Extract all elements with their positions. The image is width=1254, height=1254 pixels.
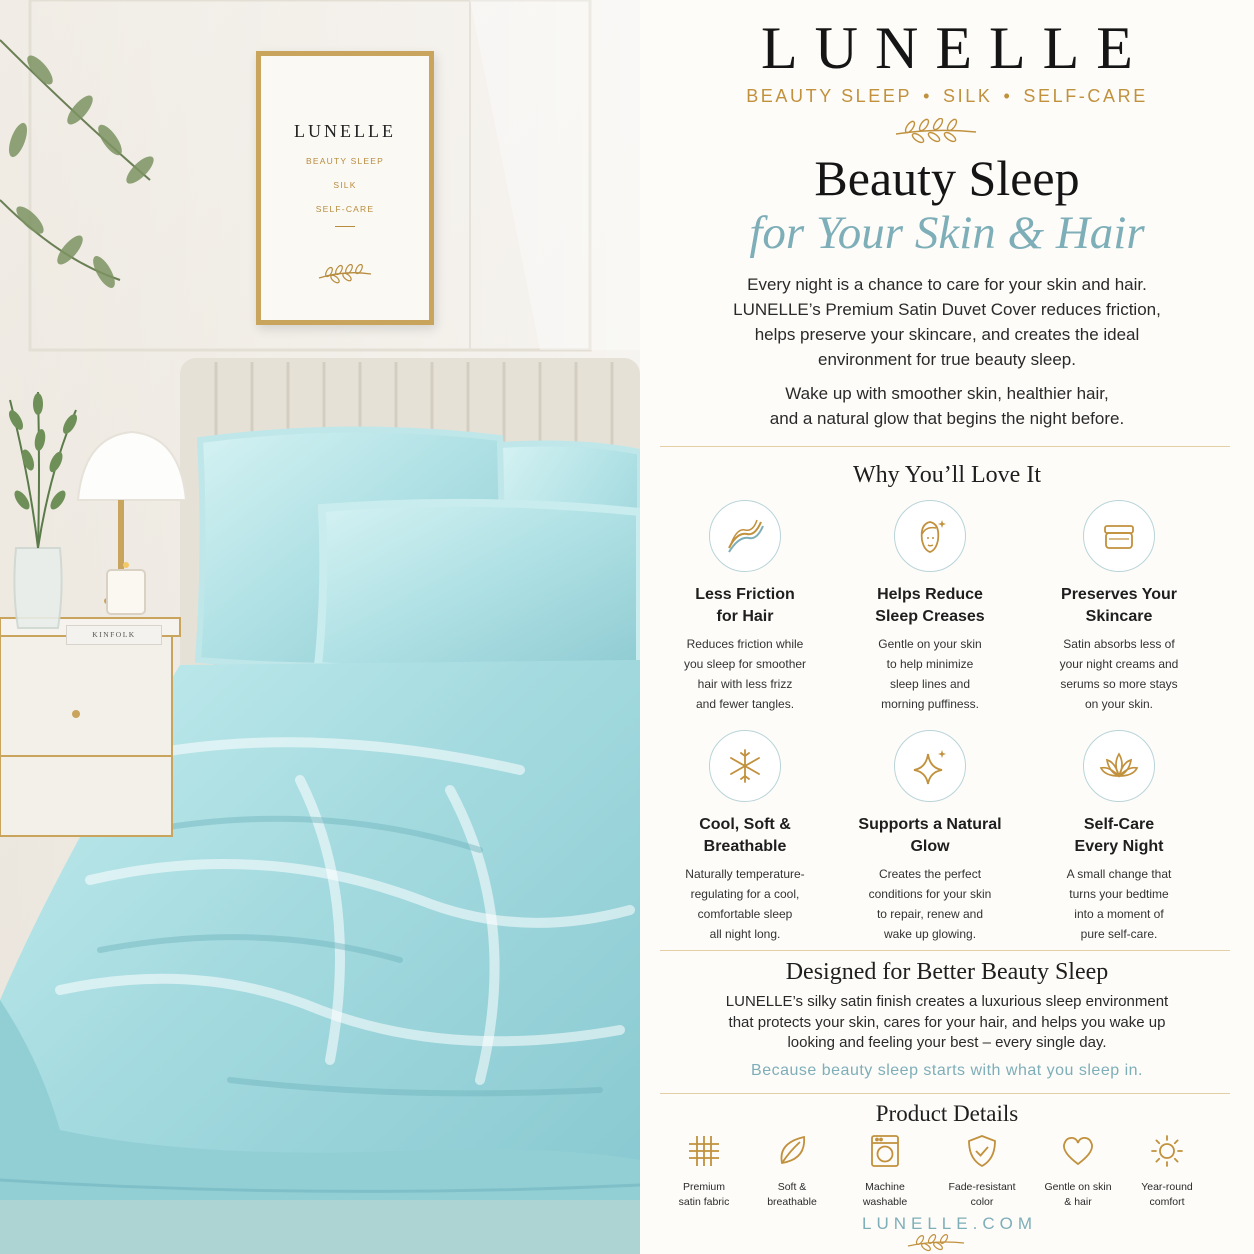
feature-text: Naturally temperature- regulating for a cool, comfortable sleep all night long. [685,867,805,941]
intro-line: and a natural glow that begins the night before. [769,409,1125,428]
leaf-icon [744,1130,840,1172]
poster-item-self-care: SELF-CARE [315,204,375,214]
wall-poster [256,51,434,325]
poster-item-silk: SILK [333,180,357,190]
section-divider [660,950,1230,951]
weave-grid-icon [656,1130,752,1172]
feature-text: Satin absorbs less of your night creams and serums so more stays on your skin. [1059,637,1179,711]
poster-sprig-icon [315,264,375,284]
feature-natural-glow [835,730,1025,944]
detail-label: Gentle on skin & hair [1044,1181,1112,1208]
poster-brand: LUNELLE [294,121,396,141]
designed-line: that protects your skin, cares for your hair, and helps you wake up [728,1013,1166,1031]
why-section-title: Why You’ll Love It [853,462,1041,488]
hair-waves-icon [709,500,781,572]
cream-jar-icon [1083,500,1155,572]
tagline-separator: • [923,86,933,106]
intro-line: helps preserve your skincare, and creates the ideal [754,325,1140,344]
laurel-sprig-icon [890,118,980,146]
designed-accent-line: Because beauty sleep starts with what you sleep in. [751,1062,1143,1079]
feature-self-care [1024,730,1214,944]
sun-icon [1119,1130,1215,1172]
tagline-separator: • [1003,86,1013,106]
tagline-silk: SILK [943,86,993,106]
feature-text: Gentle on your skin to help minimize sleep lines and morning puffiness. [878,637,982,711]
detail-label: Soft & breathable [767,1181,817,1208]
tagline-beauty-sleep: BEAUTY SLEEP [746,86,913,106]
intro-paragraph [640,272,1254,372]
detail-label: Premium satin fabric [678,1181,730,1208]
lotus-icon [1083,730,1155,802]
designed-paragraph [640,992,1254,1054]
website-link[interactable]: LUNELLE.COM [862,1214,1037,1233]
detail-fade-resistant [934,1130,1030,1210]
tagline-self-care: SELF-CARE [1023,86,1148,106]
designed-line: LUNELLE’s silky satin finish creates a luxurious sleep environment [725,993,1169,1010]
feature-sleep-creases [835,500,1025,714]
detail-year-round [1119,1130,1215,1210]
poster-divider [335,226,355,227]
feature-title: Helps Reduce Sleep Creases [875,586,985,625]
feature-title: Supports a Natural Glow [858,816,1002,855]
book: KINFOLK [66,625,162,645]
face-icon [894,500,966,572]
detail-machine-washable [837,1130,933,1210]
intro-line: LUNELLE’s Premium Satin Duvet Cover reduces friction, [733,300,1161,319]
detail-soft-breathable [744,1130,840,1210]
detail-label: Machine washable [862,1181,908,1208]
tagline [640,86,1254,107]
feature-preserves-skincare [1024,500,1214,714]
section-divider [660,446,1230,447]
snowflake-icon [709,730,781,802]
feature-title: Self-Care Every Night [1074,816,1164,855]
shield-check-icon [934,1130,1030,1172]
intro-line: environment for true beauty sleep. [818,350,1076,369]
feature-title: Cool, Soft & Breathable [699,816,791,855]
detail-premium-satin [656,1130,752,1210]
poster-item-beauty-sleep: BEAUTY SLEEP [305,156,385,166]
details-section-title: Product Details [875,1101,1019,1126]
feature-title: Less Friction for Hair [695,586,795,625]
feature-title: Preserves Your Skincare [1061,586,1177,625]
feature-cool-soft [650,730,840,944]
heart-icon [1030,1130,1126,1172]
subheadline: for Your Skin & Hair [749,207,1145,259]
headline: Beauty Sleep [814,150,1080,206]
feature-less-friction [650,500,840,714]
sparkle-icon [894,730,966,802]
info-panel [640,0,1254,1254]
designed-line: looking and feeling your best – every single day. [787,1034,1107,1051]
designed-section-title: Designed for Better Beauty Sleep [785,959,1109,985]
washing-machine-icon [837,1130,933,1172]
feature-text: Reduces friction while you sleep for smoother hair with less frizz and fewer tangles. [683,637,807,711]
intro-line: Wake up with smoother skin, healthier hair, [785,384,1109,403]
intro-line: Every night is a chance to care for your skin and hair. [747,275,1147,294]
section-divider [660,1093,1230,1094]
feature-text: A small change that turns your bedtime into a moment of pure self-care. [1066,867,1172,941]
detail-label: Fade-resistant color [948,1181,1016,1208]
detail-label: Year-round comfort [1141,1181,1193,1208]
intro-paragraph-2 [640,381,1254,431]
laurel-sprig-icon [904,1234,968,1252]
feature-text: Creates the perfect conditions for your skin to repair, renew and wake up glowing. [868,867,992,941]
detail-gentle [1030,1130,1126,1210]
brand-logo: LUNELLE [761,15,1150,81]
